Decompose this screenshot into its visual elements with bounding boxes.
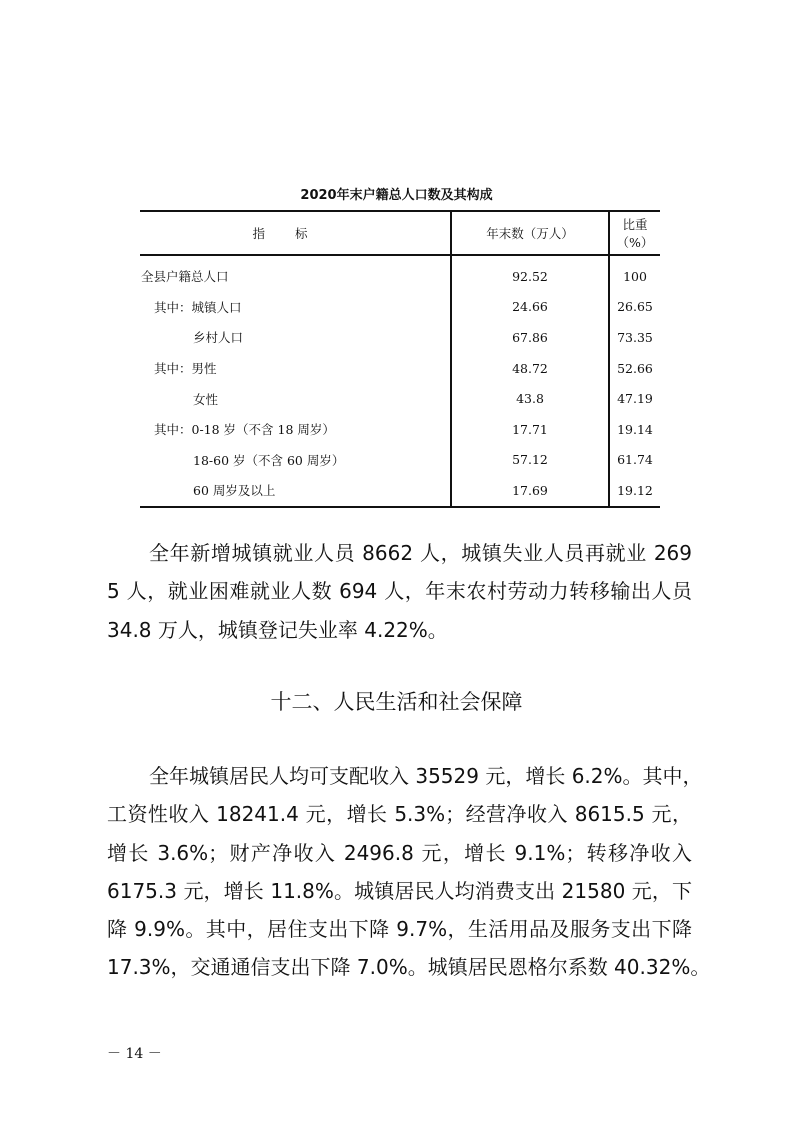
table-row (140, 475, 660, 507)
paragraph-income (107, 757, 711, 987)
row-label: 18-60 岁（不含 60 周岁） (193, 452, 345, 468)
table-row (140, 353, 660, 384)
row-share: 52.66 (617, 360, 653, 376)
row-share: 19.12 (609, 475, 660, 507)
text-line: 全年新增城镇就业人员 8662 人，城镇失业人员再就业 269 (149, 541, 692, 565)
row-value: 57.12 (451, 445, 609, 476)
row-label: 其中：城镇人口 (154, 299, 242, 315)
row-label: 全县户籍总人口 (141, 269, 229, 285)
row-label: 女性 (193, 391, 219, 407)
table-row (140, 292, 660, 323)
text-line: 5 人，就业困难就业人数 694 人，年末农村劳动力转移输出人员 (107, 579, 692, 604)
row-label: 乡村人口 (193, 330, 244, 346)
text-line: 17.3%，交通通信支出下降 7.0%。城镇居民恩格尔系数 40.32%。 (107, 955, 711, 980)
row-value: 92.52 (451, 255, 609, 292)
text-line: 增长 3.6%；财产净收入 2496.8 元，增长 9.1%；转移净收入 (107, 840, 692, 865)
row-value: 48.72 (451, 353, 609, 384)
row-share: 26.65 (617, 299, 653, 315)
header-share: 比重（%） (609, 211, 660, 255)
population-table (140, 210, 660, 508)
row-label: 其中：男性 (154, 361, 217, 377)
text-line: 降 9.9%。其中，居住支出下降 9.7%，生活用品及服务支出下降 (107, 917, 692, 942)
text-line: 工资性收入 18241.4 元，增长 5.3%；经营净收入 8615.5 元， (107, 802, 692, 827)
row-label: 60 周岁及以上 (140, 475, 451, 507)
row-share: 19.14 (617, 421, 653, 437)
section-heading: 十二、人民生活和社会保障 (270, 690, 523, 714)
row-value: 17.69 (451, 475, 609, 507)
header-value: 年末数（万人） (451, 211, 609, 255)
row-value: 24.66 (451, 292, 609, 323)
row-value: 43.8 (451, 383, 609, 414)
row-label: 其中：0-18 岁（不含 18 周岁） (154, 422, 335, 438)
page-number: － 14 － (107, 1046, 162, 1062)
row-value: 67.86 (451, 322, 609, 353)
table-row (140, 255, 660, 292)
table-row (140, 445, 660, 476)
table-row (140, 322, 660, 353)
paragraph-employment (107, 534, 692, 649)
row-share: 47.19 (617, 391, 653, 407)
table-row (140, 414, 660, 445)
text-line: 34.8 万人，城镇登记失业率 4.22%。 (107, 617, 448, 642)
table-title: 2020年末户籍总人口数及其构成 (300, 188, 493, 203)
row-share: 61.74 (617, 452, 653, 468)
header-indicator: 指标 (140, 211, 451, 255)
row-share: 73.35 (617, 329, 653, 345)
table-row (140, 383, 660, 414)
text-line: 全年城镇居民人均可支配收入 35529 元，增长 6.2%。其中， (149, 764, 703, 788)
row-share: 100 (623, 268, 647, 284)
text-line: 6175.3 元，增长 11.8%。城镇居民人均消费支出 21580 元，下 (107, 878, 692, 903)
row-value: 17.71 (451, 414, 609, 445)
